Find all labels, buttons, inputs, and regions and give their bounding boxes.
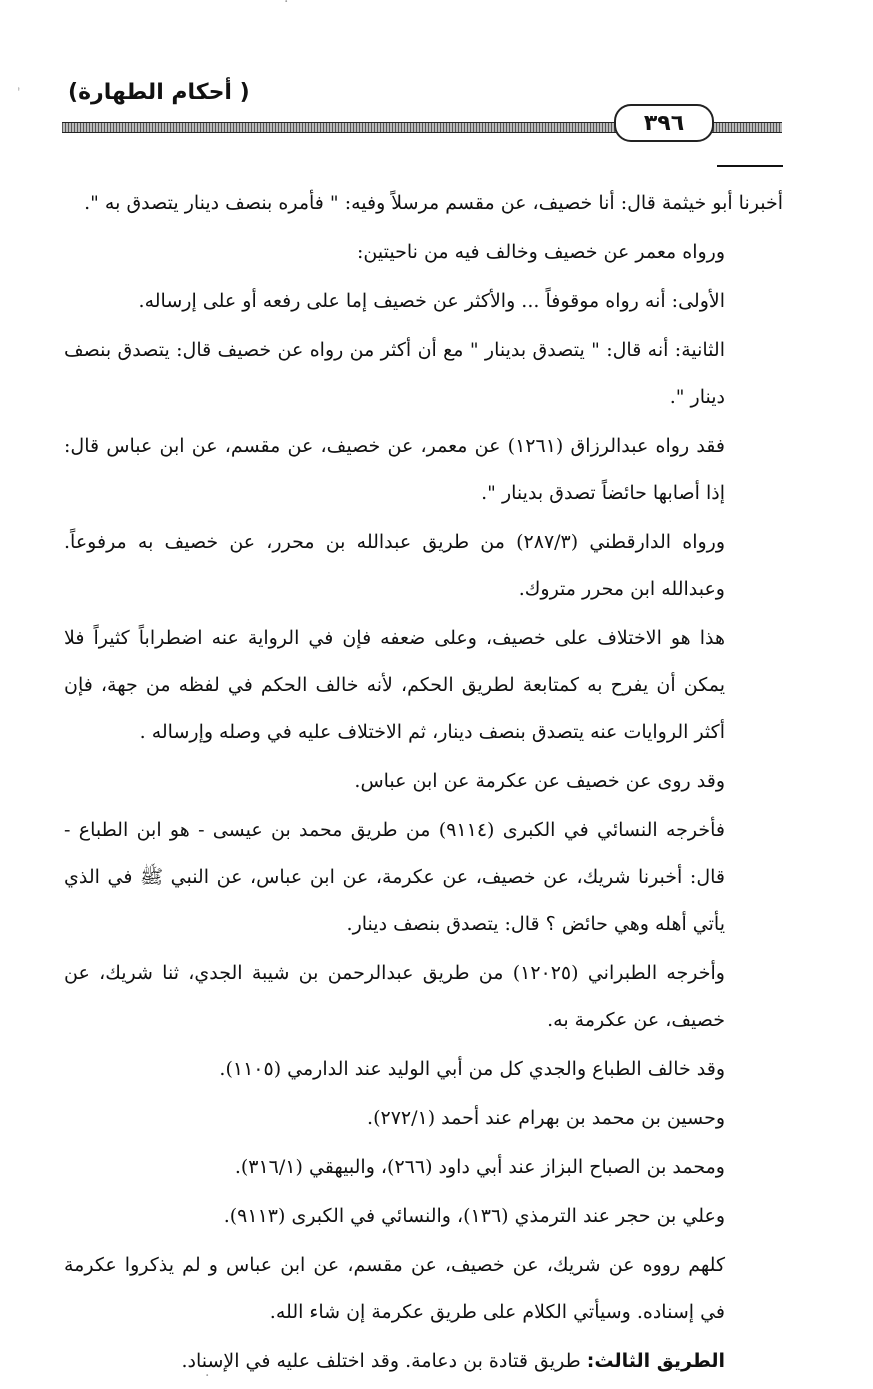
section-text: طريق قتادة بن دعامة. وقد اختلف عليه في الإسناد.	[181, 1350, 587, 1372]
paragraph: وحسين بن محمد بن بهرام عند أحمد (٢٧٢/١).	[367, 1107, 725, 1129]
paragraph: فقد رواه عبدالرزاق (١٢٦١) عن معمر، عن خصيف، عن مقسم، عن ابن عباس قال: إذا أصابها حائضاً تصدق بدينار ".	[64, 435, 726, 504]
footnote-body	[64, 180, 783, 1387]
paragraph: أخبرنا أبو خيثمة قال: أنا خصيف، عن مقسم مرسلاً وفيه: " فأمره بنصف دينار يتصدق به ".	[84, 192, 783, 214]
page-number: ٣٩٦	[614, 104, 714, 142]
paragraph: ورواه الدارقطني (٢٨٧/٣) من طريق عبدالله بن محرر، عن خصيف به مرفوعاً. وعبدالله ابن محرر متروك.	[64, 531, 726, 600]
scan-speck: ·	[284, 0, 289, 10]
paragraph: الثانية: أنه قال: " يتصدق بدينار " مع أن أكثر من رواه عن خصيف قال: يتصدق بنصف دينار ".	[64, 339, 725, 408]
section-lead: الطريق الثالث:	[586, 1350, 725, 1372]
paragraph: وأخرجه الطبراني (١٢٠٢٥) من طريق عبدالرحمن بن شيبة الجدي، ثنا شريك، عن خصيف، عن عكرمة به.	[64, 962, 725, 1031]
paragraph-third-route	[64, 1338, 783, 1385]
footnote-separator	[717, 165, 783, 167]
paragraph: فأخرجه النسائي في الكبرى (٩١١٤) من طريق محمد بن عيسى - هو ابن الطباع - قال: أخبرنا شريك، عن خصيف، عن عكرمة، عن ابن عباس، عن النبي ﷺ في الذي يأتي أهله وهي حائض ؟ قال: يتصدق بنصف دينار.	[64, 819, 725, 935]
paragraph: كلهم رووه عن شريك، عن خصيف، عن مقسم، عن ابن عباس و لم يذكروا عكرمة في إسناده. وسيأتي الكلام على طريق عكرمة إن شاء الله.	[64, 1254, 725, 1323]
paragraph: ومحمد بن الصباح البزاز عند أبي داود (٢٦٦)، والبيهقي (٣١٦/١).	[234, 1156, 725, 1178]
scan-speck: ˋ	[7, 85, 24, 103]
paragraph: الأولى: أنه رواه موقوفاً ... والأكثر عن خصيف إما على رفعه أو على إرساله.	[138, 290, 725, 312]
scan-speck: ·	[205, 1368, 210, 1384]
paragraph: وقد خالف الطباع والجدي كل من أبي الوليد عند الدارمي (١١٠٥).	[219, 1058, 725, 1080]
paragraph: ورواه معمر عن خصيف وخالف فيه من ناحيتين:	[357, 241, 725, 263]
paragraph: هذا هو الاختلاف على خصيف، وعلى ضعفه فإن في الرواية عنه اضطراباً كثيراً فلا يمكن أن يفرح به كمتابعة لطريق الحكم، لأنه خالف الحكم في لفظه من جهة، فإن أكثر الروايات عنه يتصدق بنصف دينار، ثم الاختلاف عليه في وصله وإرساله .	[64, 627, 725, 743]
paragraph: وعلي بن حجر عند الترمذي (١٣٦)، والنسائي في الكبرى (٩١١٣).	[223, 1205, 725, 1227]
running-header-title: (أحكام الطهارة )	[68, 80, 250, 105]
paragraph: وقد روى عن خصيف عن عكرمة عن ابن عباس.	[354, 770, 725, 792]
